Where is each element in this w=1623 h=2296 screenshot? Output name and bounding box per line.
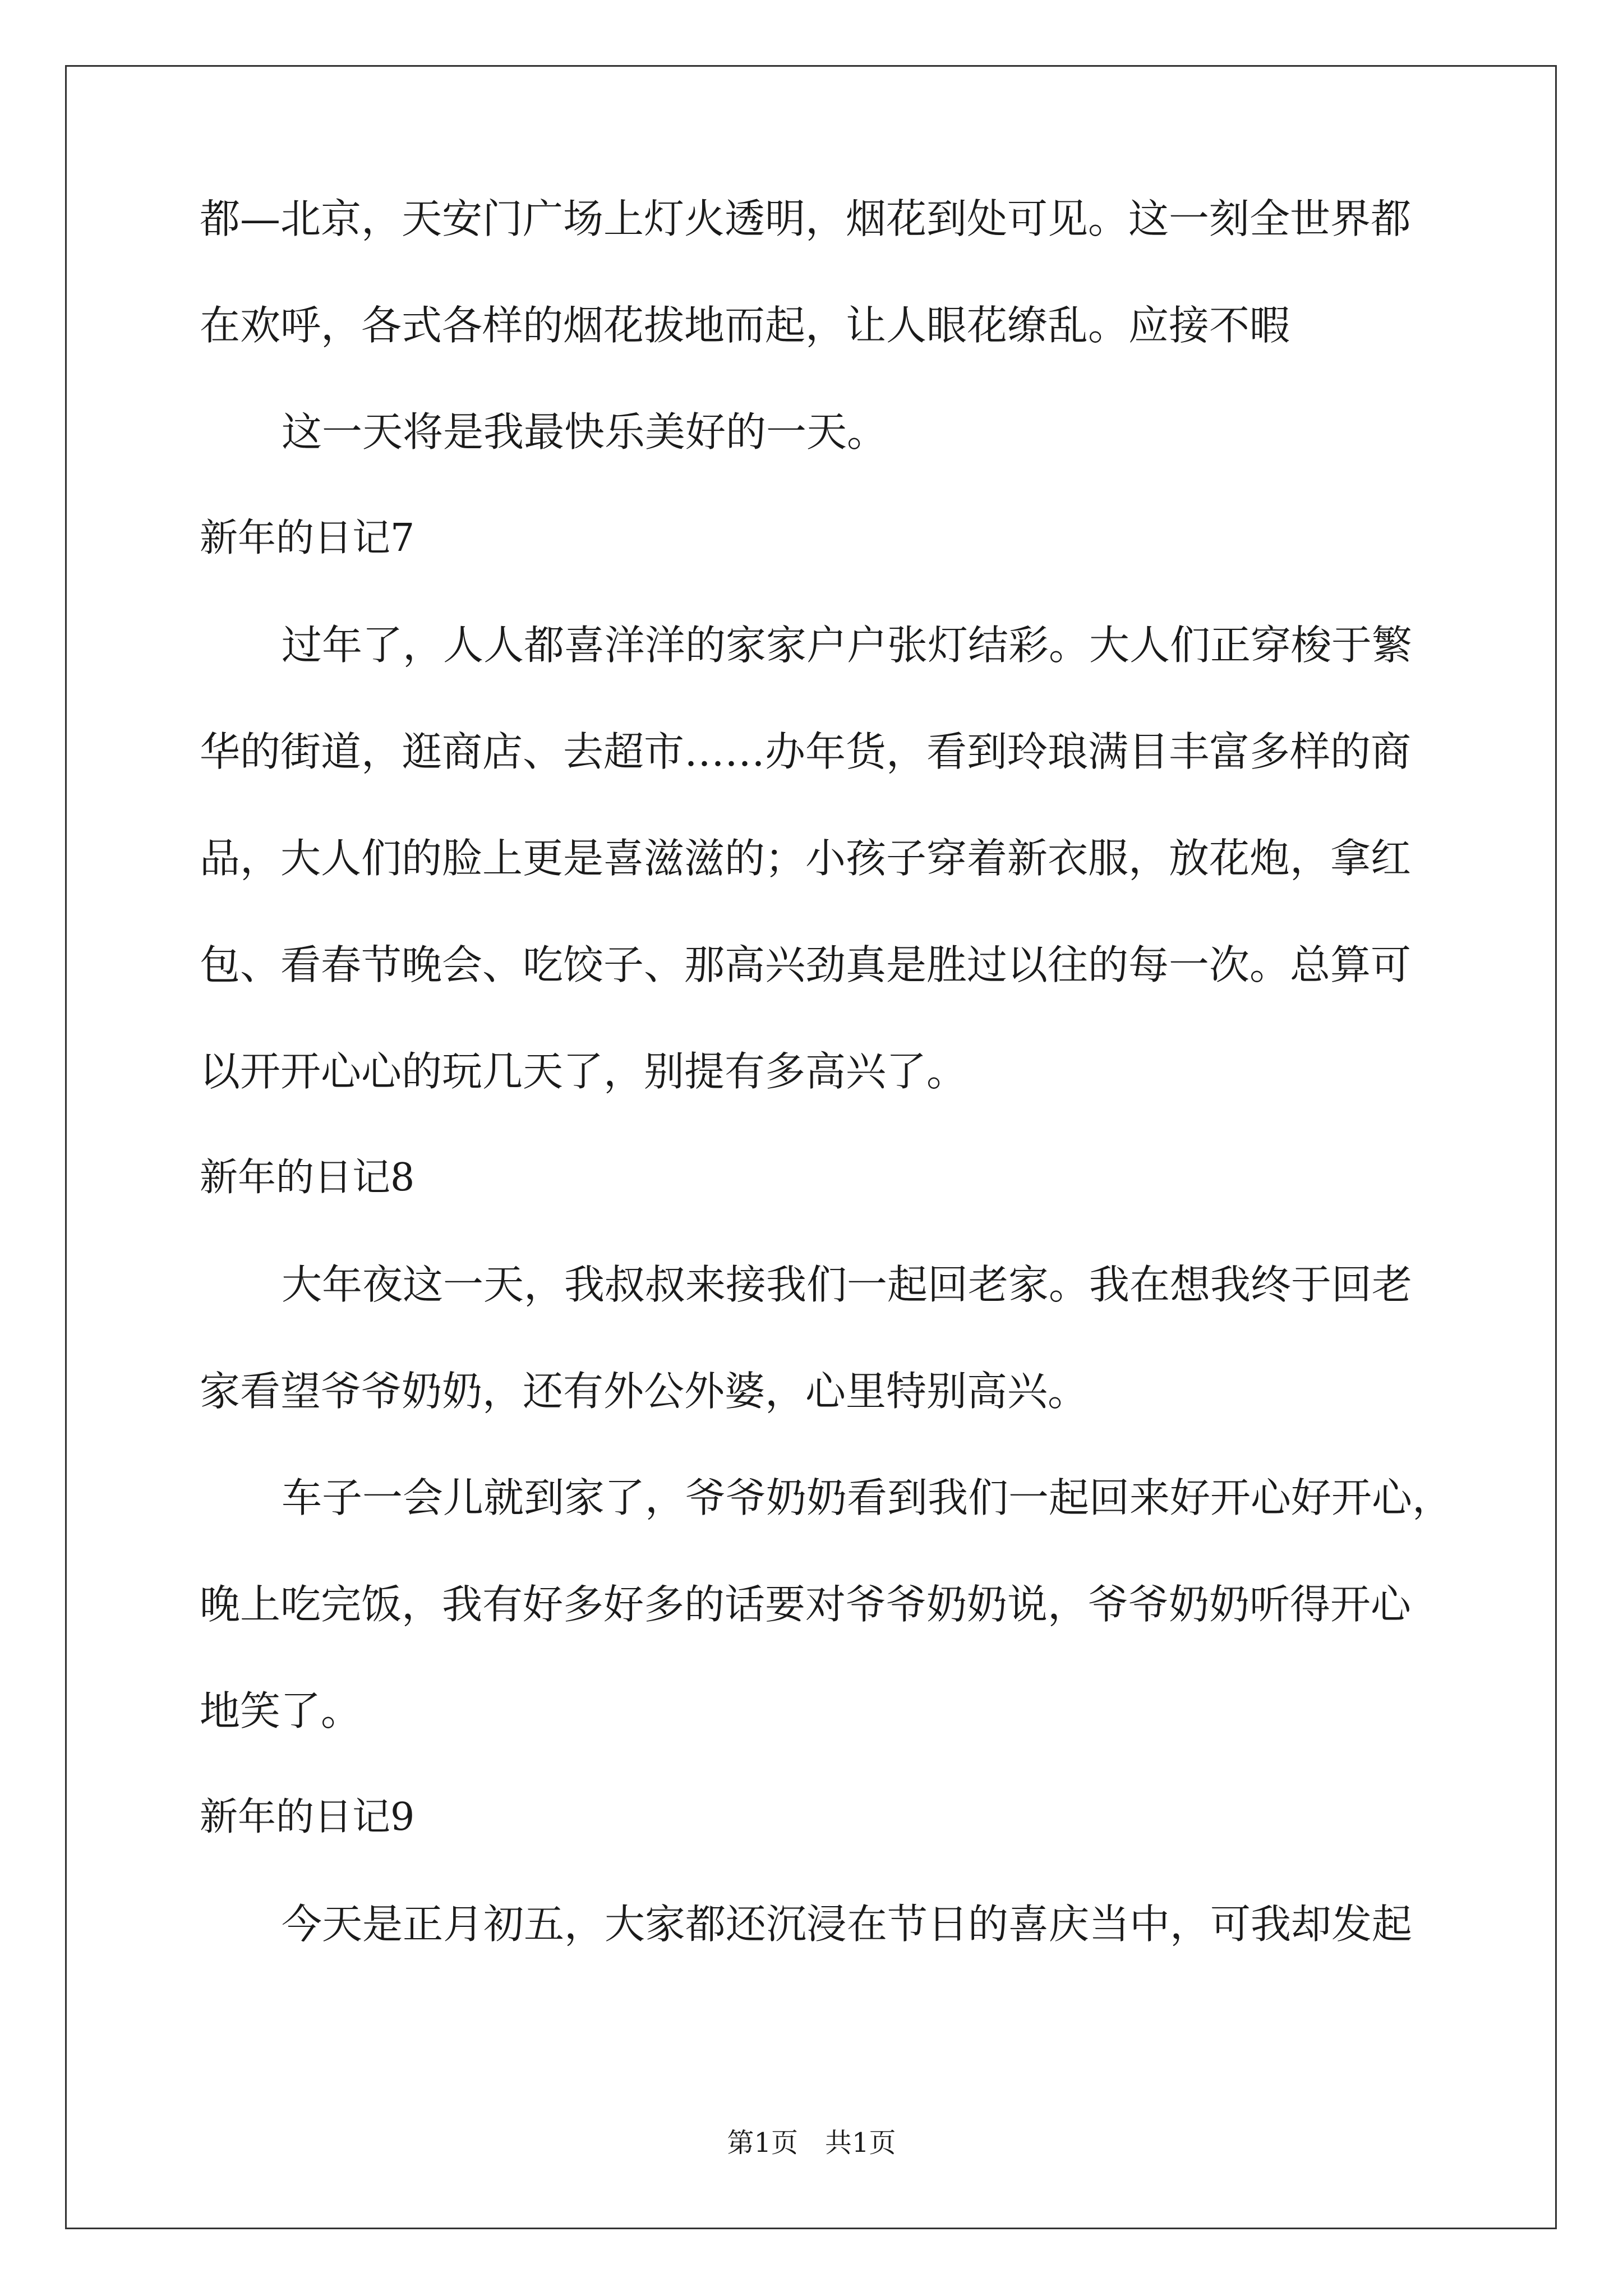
text-line: 华的街道，逛商店、去超市……办年货，看到玲琅满目丰富多样的商 [200,728,1412,775]
text-line: 车子一会儿就到家了，爷爷奶奶看到我们一起回来好开心好开心， [282,1474,1453,1521]
page-number: 第1页 [727,2127,798,2159]
section-heading: 新年的日记7 [200,516,415,560]
page-footer [0,2126,1623,2160]
text-line: 今天是正月初五，大家都还沉浸在节日的喜庆当中，可我却发起 [282,1901,1413,1948]
text-line: 过年了，人人都喜洋洋的家家户户张灯结彩。大人们正穿梭于繁 [282,622,1413,669]
text-line: 地笑了。 [200,1687,362,1734]
text-line: 都—北京，天安门广场上灯火透明，烟花到处可见。这一刻全世界都 [200,195,1412,242]
text-line: 家看望爷爷奶奶，还有外公外婆，心里特别高兴。 [200,1368,1089,1415]
text-line: 在欢呼，各式各样的烟花拔地而起，让人眼花缭乱。应接不暇 [200,302,1290,349]
text-line: 包、看春节晚会、吃饺子、那高兴劲真是胜过以往的每一次。总算可 [200,941,1412,988]
text-line: 大年夜这一天，我叔叔来接我们一起回老家。我在想我终于回老 [282,1261,1413,1308]
page-total: 共1页 [825,2127,896,2159]
section-heading: 新年的日记8 [200,1156,415,1200]
section-heading: 新年的日记9 [200,1795,415,1839]
text-line: 以开开心心的玩几天了，别提有多高兴了。 [200,1048,967,1095]
text-line: 这一天将是我最快乐美好的一天。 [282,408,888,455]
text-line: 晚上吃完饭，我有好多好多的话要对爷爷奶奶说，爷爷奶奶听得开心 [200,1581,1412,1628]
text-line: 品，大人们的脸上更是喜滋滋的；小孩子穿着新衣服，放花炮，拿红 [200,835,1412,882]
